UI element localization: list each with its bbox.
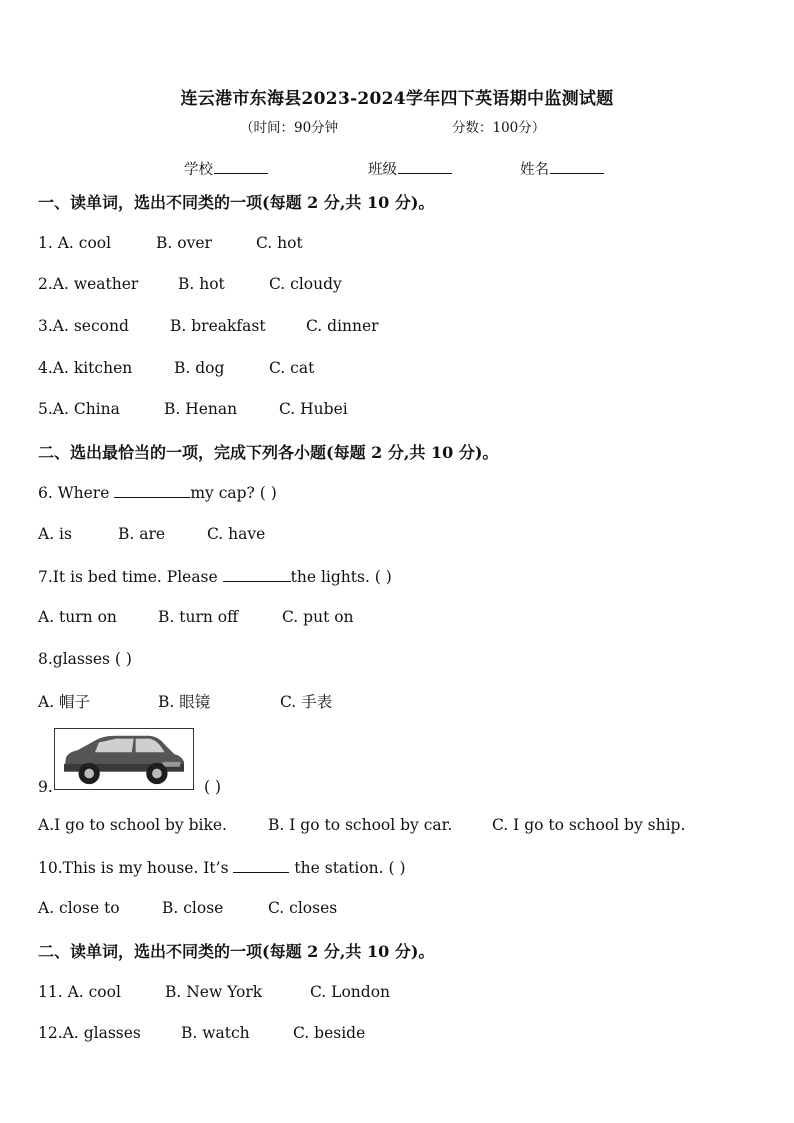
section-heading-2: 二、选出最恰当的一项，完成下列各小题(每题 2 分,共 10 分)。 bbox=[38, 443, 499, 462]
page-title: 连云港市东海县2023-2024学年四下英语期中监测试题 bbox=[180, 89, 614, 109]
question-10-stem bbox=[38, 858, 406, 877]
question-6-stem bbox=[38, 483, 277, 502]
question-10-options bbox=[38, 899, 338, 917]
q1-option-a: 1. A. cool bbox=[38, 234, 112, 252]
q5-option-b: B. Henan bbox=[164, 400, 238, 418]
question-2 bbox=[38, 275, 342, 293]
q12-option-a: 12.A. glasses bbox=[38, 1024, 141, 1042]
q7-option-c: C. put on bbox=[282, 608, 354, 626]
q3-option-b: B. breakfast bbox=[170, 317, 266, 335]
question-3 bbox=[38, 317, 379, 335]
school-label: 学校 bbox=[184, 162, 213, 178]
q10-option-a: A. close to bbox=[38, 899, 120, 917]
q6-text-pre: 6. Where bbox=[38, 484, 110, 502]
class-field[interactable] bbox=[368, 158, 452, 179]
question-4 bbox=[38, 359, 315, 377]
q4-option-b: B. dog bbox=[174, 359, 225, 377]
question-5 bbox=[38, 400, 348, 418]
q11-option-a: 11. A. cool bbox=[38, 983, 121, 1001]
car-picture bbox=[54, 728, 194, 790]
q10-blank[interactable] bbox=[233, 858, 289, 873]
q8-option-a: A. 帽子 bbox=[38, 693, 91, 711]
q7-text-post: the lights. ( ) bbox=[290, 568, 392, 586]
section-heading-3: 二、读单词，选出不同类的一项(每题 2 分,共 10 分)。 bbox=[38, 942, 435, 961]
name-field[interactable] bbox=[520, 158, 604, 179]
school-field[interactable] bbox=[184, 158, 268, 179]
q11-option-c: C. London bbox=[310, 983, 391, 1001]
q4-option-c: C. cat bbox=[269, 359, 315, 377]
q6-text-post: my cap? ( ) bbox=[190, 484, 277, 502]
name-label: 姓名 bbox=[520, 162, 549, 178]
q3-option-c: C. dinner bbox=[306, 317, 379, 335]
q2-option-c: C. cloudy bbox=[269, 275, 342, 293]
q8-option-b: B. 眼镜 bbox=[158, 693, 211, 711]
q12-option-c: C. beside bbox=[293, 1024, 366, 1042]
q3-option-a: 3.A. second bbox=[38, 317, 129, 335]
q7-option-a: A. turn on bbox=[38, 608, 117, 626]
car-icon bbox=[55, 729, 193, 789]
class-label: 班级 bbox=[368, 162, 397, 178]
question-9-options bbox=[38, 816, 686, 834]
question-7-stem bbox=[38, 567, 392, 586]
name-blank[interactable] bbox=[550, 159, 604, 174]
question-11 bbox=[38, 983, 391, 1001]
q5-option-a: 5.A. China bbox=[38, 400, 120, 418]
q6-blank[interactable] bbox=[114, 483, 190, 498]
q6-option-a: A. is bbox=[38, 525, 72, 543]
q1-option-b: B. over bbox=[156, 234, 212, 252]
q11-option-b: B. New York bbox=[165, 983, 263, 1001]
question-1 bbox=[38, 234, 303, 252]
school-blank[interactable] bbox=[214, 159, 268, 174]
q10-option-b: B. close bbox=[162, 899, 224, 917]
q10-option-c: C. closes bbox=[268, 899, 338, 917]
q7-blank[interactable] bbox=[223, 567, 291, 582]
q9-option-c: C. I go to school by ship. bbox=[492, 816, 686, 834]
section-heading-1: 一、读单词，选出不同类的一项(每题 2 分,共 10 分)。 bbox=[38, 193, 435, 212]
q6-option-b: B. are bbox=[118, 525, 166, 543]
question-8-stem: 8.glasses ( ) bbox=[38, 650, 132, 668]
q9-option-a: A.I go to school by bike. bbox=[38, 816, 227, 834]
question-7-options bbox=[38, 608, 354, 626]
question-9-number: 9. bbox=[38, 778, 53, 796]
question-9-paren: ( ) bbox=[204, 778, 222, 796]
q2-option-b: B. hot bbox=[178, 275, 225, 293]
q6-option-c: C. have bbox=[207, 525, 266, 543]
q9-option-b: B. I go to school by car. bbox=[268, 816, 453, 834]
q8-option-c: C. 手表 bbox=[280, 693, 333, 711]
q1-option-c: C. hot bbox=[256, 234, 303, 252]
q10-text-post: the station. ( ) bbox=[294, 859, 406, 877]
q4-option-a: 4.A. kitchen bbox=[38, 359, 133, 377]
question-12 bbox=[38, 1024, 366, 1042]
question-8-options bbox=[38, 690, 333, 712]
exam-score: 分数：100分） bbox=[452, 120, 546, 136]
q10-text-pre: 10.This is my house. It’s bbox=[38, 859, 229, 877]
q7-option-b: B. turn off bbox=[158, 608, 239, 626]
exam-time: （时间：90分钟 bbox=[240, 120, 339, 136]
question-6-options bbox=[38, 525, 266, 543]
q7-text-pre: 7.It is bed time. Please bbox=[38, 568, 218, 586]
q2-option-a: 2.A. weather bbox=[38, 275, 139, 293]
class-blank[interactable] bbox=[398, 159, 452, 174]
q5-option-c: C. Hubei bbox=[279, 400, 348, 418]
q12-option-b: B. watch bbox=[181, 1024, 250, 1042]
